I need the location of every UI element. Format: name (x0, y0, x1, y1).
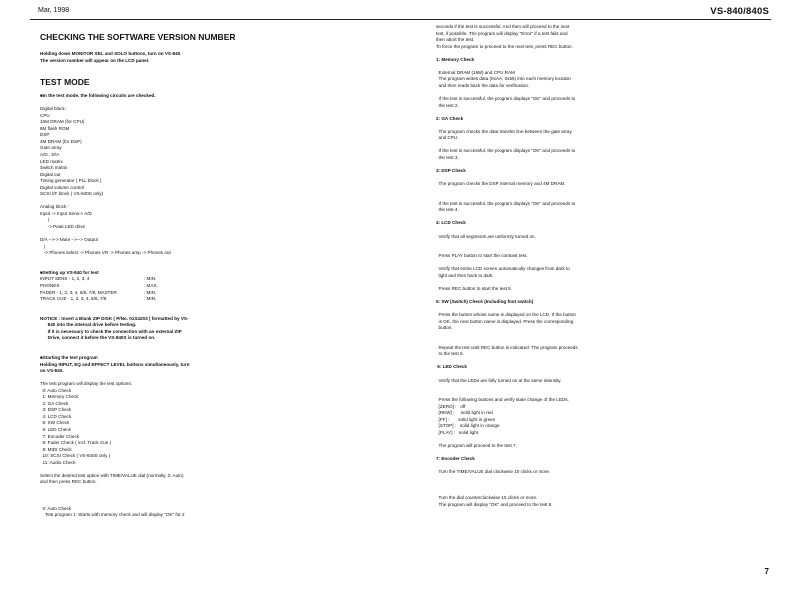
text-line: the test 3. (436, 154, 459, 160)
text-line: 6: LED Check (436, 364, 467, 370)
text-line: The test program will display the test options: (40, 381, 132, 387)
text-line: Input -> Input Sens-> A/D (40, 210, 92, 216)
text-line: 10: SCSI Check ( VS-840S only ) (40, 453, 111, 459)
setup-title: ■Setting up VS-840 for test (40, 269, 99, 275)
text-line: If it is necessary to check the connection with an external ZIP (40, 328, 182, 334)
text-line: The program checks the data transfer line between the gate array (436, 128, 572, 134)
text-line: Holding down MONITOR SEL and SOLO buttons, turn on VS-840. (40, 51, 182, 56)
text-line: 3: DSP Check (436, 168, 466, 174)
text-line: Verify that entire LCD screen automatically changes from dark to (436, 266, 570, 272)
start-block (40, 355, 410, 519)
text-line: Digital out (40, 171, 61, 177)
text-line: light and then back to dark. (436, 272, 494, 278)
text-line: 840 into the internal drive before testing. (40, 322, 137, 328)
text-line: 4: LCD Check (436, 220, 466, 226)
text-line: to the test 6. (436, 351, 464, 357)
text-line: 7: Encoder Check (40, 433, 80, 439)
header-model: VS-840/840S (710, 6, 769, 17)
text-line: [PLAY] : solid light (436, 429, 479, 435)
text-line: test, if possible. The program will display "Error" if a test fails and (436, 30, 568, 36)
notice-block (40, 316, 410, 342)
analog-block-list (40, 204, 410, 256)
text-line: 11: Audio Check (40, 459, 76, 465)
text-line: CPU (40, 112, 50, 118)
text-line: 9: MIDI Check (40, 446, 72, 452)
section-title-version: CHECKING THE SOFTWARE VERSION NUMBER (40, 32, 236, 42)
text-line: The program will display "OK" and proceed to the test 8. (436, 501, 553, 507)
text-line: -> Peak LED drive (40, 224, 86, 230)
left-column (40, 24, 410, 519)
text-line: Press the button whose name is displayed on the LCD. If the button (436, 312, 576, 318)
setup-control: PHONES (40, 282, 60, 288)
text-line: 16M DRAM (for CPU) (40, 119, 85, 125)
text-line: Holding INPUT, EQ and EFFECT LEVEL buttons simultaneously, turn (40, 361, 190, 367)
header-date: Mar, 1998 (38, 7, 70, 14)
text-line: SCSI I/F block ( VS-840S only) (40, 191, 104, 197)
text-line: LED matrix (40, 158, 63, 164)
text-line: Drive, connect it before the VS-840S is turned on. (40, 335, 156, 341)
text-line: Turn the dial counterclockwise 10 clicks or more. (436, 495, 538, 501)
setup-value: : MIN. (144, 289, 157, 295)
text-line: To force the program to proceed to the next test, press REC button. (436, 43, 573, 49)
text-line: Timing generator ( PLL block ) (40, 178, 102, 184)
text-line: 1: Memory Check (436, 56, 475, 62)
setup-table (40, 276, 410, 302)
text-line: Digital block : (40, 106, 68, 112)
text-line: DSP (40, 132, 50, 138)
text-line: Switch matrix (40, 165, 68, 171)
digital-block-list (40, 106, 410, 198)
text-line: Verify that all segments are uniformly turned on. (436, 233, 536, 239)
text-line: | (40, 243, 46, 249)
text-line: Digital volume control (40, 184, 84, 190)
text-line: -> Phones select -> Phones VR -> Phones amp -> Phones out (40, 250, 171, 256)
text-line: [FF] : solid light in green (436, 416, 496, 422)
text-line: If the test is successful, the program displays "OK" and proceeds to (436, 96, 576, 102)
text-line: External DRAM (16M) and CPU RAM (436, 69, 515, 75)
text-line: 1: Memory Check (40, 394, 79, 400)
text-line: and CPU. (436, 135, 459, 141)
text-line: button. (436, 325, 453, 331)
setup-control: TRACK CUE - 1, 2, 3, 4, 5/6, 7/8 (40, 296, 107, 302)
text-line: ■Starting the test program (40, 354, 98, 360)
text-line: 8M flash ROM (40, 125, 70, 131)
text-line: [REW] : solid light in red (436, 410, 493, 416)
text-line: Analog block : (40, 204, 69, 210)
text-line: The version number will appear on the LCD panel. (40, 57, 150, 63)
text-line: 2: GA Check (40, 400, 69, 406)
setup-value: : MIN. (144, 296, 157, 302)
text-line: [STOP] : solid light in orange (436, 423, 500, 429)
text-line: Test program 1: Starts with memory check and will display "OK" for 2 (40, 512, 185, 518)
text-line: the test 2. (436, 102, 459, 108)
text-line: 7: Encoder Check (436, 456, 475, 462)
right-column-text (436, 24, 781, 508)
setup-value: : MAX. (144, 282, 158, 288)
text-line: D/A -->-> Mute -->--> Output (40, 237, 98, 243)
text-line: is OK, the next button name is displayed. Press the corresponding (436, 318, 574, 324)
text-line: NOTICE : Insert a Blank ZIP DISK ( P/No. 01S4203 ) formatted by VS- (40, 315, 189, 321)
text-line: and then press REC button. (40, 479, 97, 485)
text-line: Press PLAY button to start the contrast test. (436, 253, 528, 259)
text-line: then abort the test. (436, 37, 475, 43)
text-line: Select the desired test option with TIME/VALUE dial (normally, 0: Auto) (40, 472, 184, 478)
text-line: 2: GA Check (436, 115, 464, 121)
text-line: on VS-840. (40, 368, 64, 374)
text-line: The program will proceed to the test 7. (436, 443, 517, 448)
test-mode-intro: ■In the test mode, the following circuits are checked. (40, 93, 156, 99)
text-line: the test 4. (436, 207, 459, 213)
text-line: 5: SW Check (40, 420, 70, 426)
text-line: The program writes data (0xAA, 0x55) into each memory location (436, 76, 571, 82)
page-number: 7 (764, 567, 769, 576)
header-rule (30, 19, 771, 20)
text-line: Press the following buttons and verify state change of the LEDs. (436, 397, 569, 403)
setup-value: : MIN. (144, 276, 157, 282)
text-line: Repeat the test until REC button is indicated. The program proceeds (436, 344, 578, 350)
text-line: The program checks the DSP internal memory and 4M DRAM. (436, 181, 566, 187)
text-line: seconds if the test is successful. And then will proceed to the next (436, 24, 570, 29)
text-line: 0: Auto Check (40, 387, 72, 393)
section-title-test-mode: TEST MODE (40, 77, 90, 88)
text-line: If the test is successful, the program displays "OK" and proceeds to (436, 200, 576, 206)
text-line: 6: LED Check (40, 426, 71, 432)
text-line: 4: LCD Check (40, 413, 72, 419)
text-line: 3: DSP Check (40, 407, 72, 413)
text-line: 8: Fader Check ( incl. Track Cue ) (40, 440, 112, 446)
version-instructions (40, 51, 410, 64)
text-line: [ZERO] : off (436, 403, 466, 409)
text-line: Turn the TIME/VALUE dial clockwise 10 clicks or more. (436, 469, 551, 475)
setup-control: FADER - 1, 2, 3, 4, 5/6, 7/8, MASTER (40, 289, 117, 295)
text-line: Press REC button to start the test 5. (436, 285, 513, 291)
right-column (436, 24, 781, 508)
text-line: 5: SW (Switch) Check (Including foot switch) (436, 298, 534, 304)
text-line: If the test is successful, the program displays "OK" and proceeds to (436, 148, 576, 154)
text-line: A/D , D/A (40, 152, 60, 158)
text-line: Gate array (40, 145, 62, 151)
text-line: 4M DRAM (for DSP) (40, 138, 82, 144)
text-line: 0: Auto Check (40, 505, 72, 511)
text-line: | (40, 217, 49, 223)
setup-control: INPUT SENS - 1, 2, 3, 4 (40, 276, 90, 282)
text-line: Verify that the LEDs are fully turned on at the same intensity. (436, 377, 562, 383)
text-line: and then reads back the data for verification. (436, 82, 530, 88)
